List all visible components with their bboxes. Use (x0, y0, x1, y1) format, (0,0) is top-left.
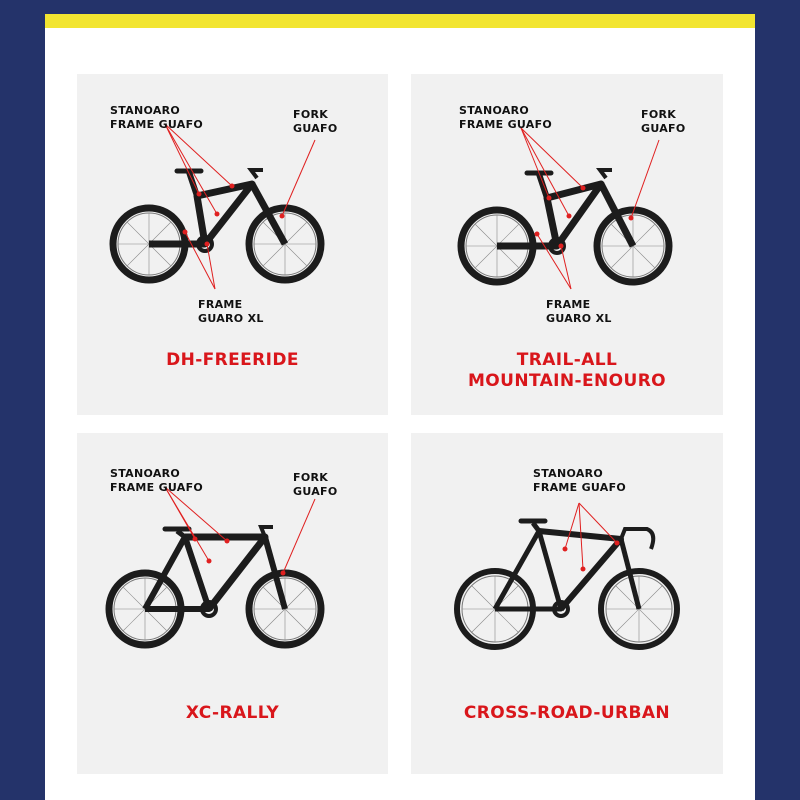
navy-border-left (0, 0, 45, 800)
label-fork-guard: FORK GUAFO (641, 108, 686, 135)
bike-card-trail-all-mountain (411, 74, 723, 415)
label-fork-guard: FORK GUAFO (293, 471, 338, 498)
navy-border-top (0, 0, 800, 14)
label-standard-frame-guard: STANOARO FRAME GUAFO (110, 467, 204, 494)
card-title: TRAIL-ALL MOUNTAIN-ENOURO (467, 350, 667, 391)
label-frame-guard-xl: FRAME GUARO XL (198, 298, 264, 325)
label-frame-guard-xl: FRAME GUARO XL (546, 298, 612, 325)
label-standard-frame-guard: STANOARO FRAME GUAFO (533, 467, 627, 494)
bike-card-cross-road-urban (411, 433, 723, 774)
label-standard-frame-guard: STANOARO FRAME GUAFO (110, 104, 204, 131)
navy-border-right (755, 0, 800, 800)
card-title: CROSS-ROAD-URBAN (463, 703, 671, 723)
card-title: DH-FREERIDE (166, 350, 299, 370)
yellow-accent-bar (45, 14, 755, 28)
label-fork-guard: FORK GUAFO (293, 108, 338, 135)
bike-card-dh-freeride (77, 74, 388, 415)
card-title: XC-RALLY (185, 703, 280, 723)
bike-card-xc-rally (77, 433, 388, 774)
label-standard-frame-guard: STANOARO FRAME GUAFO (459, 104, 553, 131)
